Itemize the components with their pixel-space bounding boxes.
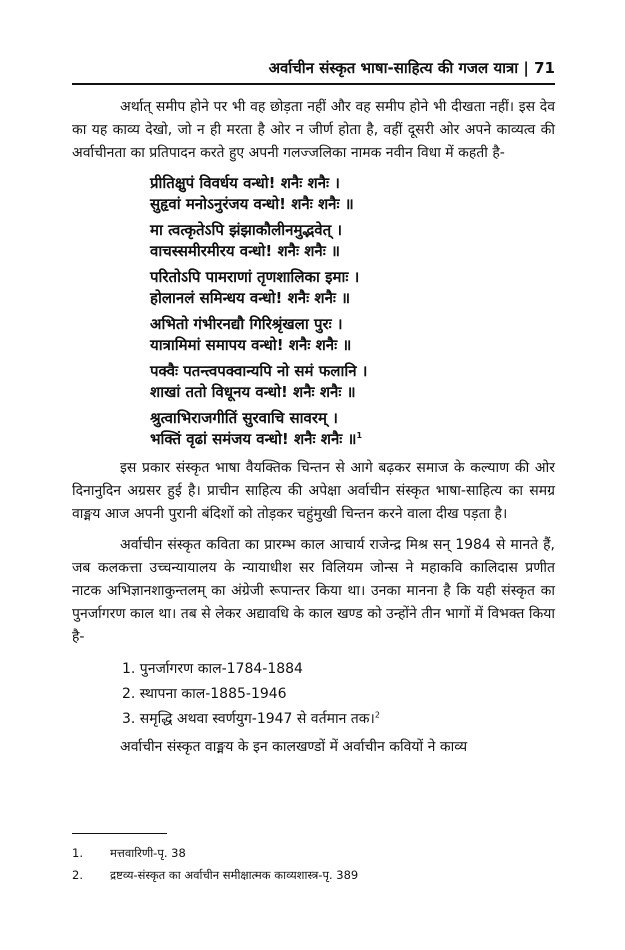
paragraph-2: इस प्रकार संस्कृत भाषा वैयक्तिक चिन्तन से आगे बढ़कर समाज के कल्याण की ओर दिनानुदिन अग्रसर हुई है। प्राचीन साहित्य की अपेक्षा अर्वाचीन संस्कृत भाषा-साहित्य का समग्र वाङ्मय आज अपनी पुरानी बंदिशों को तोड़कर चहुंमुखी चिन्तन करने वाला दीख पड़ता है। xyxy=(72,460,555,522)
verse-line xyxy=(150,429,555,450)
verse-line: वाचस्समीरमीरय वन्धो! शनैः शनैः ॥ xyxy=(150,241,340,260)
verse-line: अभितो गंभीरनद्यौ गिरिश्रृंखला पुरः । xyxy=(150,315,343,333)
footnote xyxy=(72,864,555,886)
verse-line: प्रीतिक्षुपं विवर्धय वन्धो! शनैः शनैः । xyxy=(150,174,340,192)
verse-line: शाखां ततो विधूनय वन्धो! शनैः शनैः ॥ xyxy=(150,382,356,401)
verse-line: होलानलं समिन्धय वन्धो! शनैः शनैः ॥ xyxy=(150,288,351,307)
verse-line: सुहृवां मनोऽनुरंजय वन्धो! शनैः शनैः ॥ xyxy=(150,194,354,213)
paragraph-1: अर्थात् समीप होने पर भी वह छोड़ता नहीं और वह समीप होने भी दीखता नहीं। इस देव का यह काव्य देखो, जो न ही मरता है ओर न जीर्ण होता है, वहीं दूसरी ओर अपने काव्यत्व की अर्वाचीनता का प्रतिपादन करते हुए अपनी गलज्जलिका नामक नवीन विधा में कहती है- xyxy=(72,99,555,161)
verse-line: पक्वैः पतन्त्वपक्वान्यपि नो समं फलानि । xyxy=(150,362,368,380)
ghazal-verses xyxy=(72,173,555,449)
verse-line-text: भक्तिं वृढां समंजय वन्धो! शनैः शनैः ॥ xyxy=(150,429,357,448)
footnote-number: 1. xyxy=(72,846,83,860)
footnote-text: मत्तवारिणी-पृ. 38 xyxy=(110,846,186,860)
verse-line: मा त्वत्कृतेऽपि झंझाकौलीनमुद्भवेत् । xyxy=(150,221,343,239)
verse-line: श्रुत्वाभिराजगीतिं सुरवाचि सावरम् । xyxy=(150,409,338,427)
page-body xyxy=(72,96,555,767)
footnote xyxy=(72,842,555,864)
list-item: 2. स्थापना काल-1885-1946 xyxy=(122,686,287,702)
footnotes xyxy=(72,842,555,886)
list-item xyxy=(122,707,555,732)
footnote-divider xyxy=(72,833,167,834)
verse-line: परितोऽपि पामराणां तृणशालिका इमाः । xyxy=(150,268,360,286)
footnote-ref: 2 xyxy=(374,710,380,720)
paragraph-4: अर्वाचीन संस्कृत वाङ्मय के इन कालखण्डों में अर्वाचीन कवियों ने काव्य xyxy=(120,739,468,755)
paragraph-3: अर्वाचीन संस्कृत कविता का प्रारम्भ काल आचार्य राजेन्द्र मिश्र सन् 1984 से मानते हैं, जब कलकत्ता उच्चन्यायालय के न्यायाधीश सर विलियम जोन्स ने महाकवि कालिदास प्रणीत नाटक अभिज्ञानशाकुन्तलम् का अंग्रेजी रूपान्तर किया था। उनका मानना है कि यही संस्कृत का पुनर्जागरण काल था। तब से लेकर अद्यावधि के काल खण्ड को उन्होंने तीन भागों में विभक्त किया है- xyxy=(72,537,555,645)
list-item-text: 3. समृद्धि अथवा स्वर्णयुग-1947 से वर्तमान तक। xyxy=(122,711,375,727)
running-header: अर्वाचीन संस्कृत भाषा-साहित्य की गजल यात्रा | 71 xyxy=(72,58,555,85)
list-item: 1. पुनर्जागरण काल-1784-1884 xyxy=(122,661,303,677)
verse-line: यात्रामिमां समापय वन्धो! शनैः शनैः ॥ xyxy=(150,335,352,354)
footnote-ref: 1 xyxy=(356,430,363,440)
footnote-text: द्रष्टव्य-संस्कृत का अर्वाचीन समीक्षात्मक काव्यशास्त्र-पृ. 389 xyxy=(110,868,359,882)
footnote-number: 2. xyxy=(72,868,83,882)
period-list xyxy=(72,657,555,732)
